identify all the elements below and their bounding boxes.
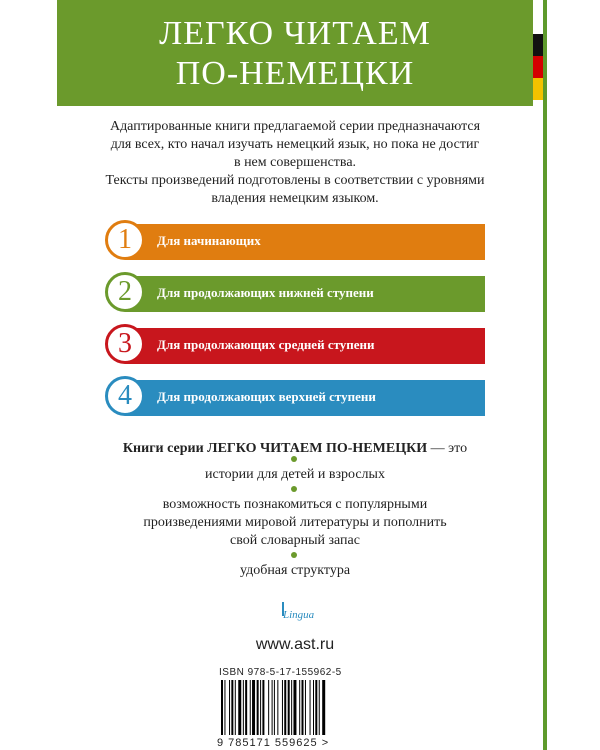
barcode-bar xyxy=(238,680,241,735)
spine-green-strip xyxy=(543,0,547,750)
barcode-bar xyxy=(322,680,325,735)
level-1 xyxy=(105,224,485,260)
barcode-bar xyxy=(252,680,255,735)
barcode-bar xyxy=(268,680,269,735)
bullet-dot xyxy=(291,456,297,462)
lingua-logo xyxy=(277,596,317,626)
level-4-bar xyxy=(125,380,485,416)
bullet-dot xyxy=(291,486,297,492)
level-4 xyxy=(105,380,485,416)
barcode-digits: 9 785171 559625 > xyxy=(217,737,330,749)
series-title-line2: ПО-НЕМЕЦКИ xyxy=(175,55,415,92)
barcode-bar xyxy=(310,680,311,735)
flag-stripe-gold xyxy=(533,78,543,100)
barcode-bar xyxy=(257,680,259,735)
level-2-label: Для продолжающих нижней ступени xyxy=(157,285,374,300)
barcode-bar xyxy=(288,680,290,735)
feature-item-1: истории для детей и взрослых xyxy=(205,467,385,482)
barcode-bar xyxy=(229,680,230,735)
features-lead: Книги серии ЛЕГКО ЧИТАЕМ ПО-НЕМЕЦКИ — это xyxy=(122,441,468,456)
barcode-bar xyxy=(302,680,304,735)
level-1-number: 1 xyxy=(105,220,145,260)
barcode-bar xyxy=(315,680,317,735)
lingua-logo-text: Lingua xyxy=(283,609,315,621)
barcode-bar xyxy=(299,680,300,735)
series-title-line1: ЛЕГКО ЧИТАЕМ xyxy=(159,15,431,52)
barcode-bar xyxy=(260,680,261,735)
barcode-bar xyxy=(293,680,296,735)
barcode-bar xyxy=(284,680,286,735)
barcode-bar xyxy=(221,680,223,735)
book-spine xyxy=(543,0,600,750)
barcode-bar xyxy=(231,680,233,735)
flag-stripe-black xyxy=(533,34,543,56)
barcode-bar xyxy=(282,680,283,735)
flag-stripe-red xyxy=(533,56,543,78)
intro-paragraph-2: Тексты произведений подготовлены в соответствии с уровнями владения немецким языком. xyxy=(105,173,485,206)
barcode-bar xyxy=(274,680,275,735)
level-4-label: Для продолжающих верхней ступени xyxy=(157,389,376,404)
level-2-number: 2 xyxy=(105,272,145,312)
barcode-bar xyxy=(243,680,244,735)
back-cover xyxy=(57,0,533,750)
level-3 xyxy=(105,328,485,364)
barcode-bar xyxy=(224,680,225,735)
isbn-text: ISBN 978-5-17-155962-5 xyxy=(219,667,342,678)
level-3-label: Для продолжающих средней ступени xyxy=(157,337,375,352)
series-header xyxy=(57,0,533,106)
level-4-number: 4 xyxy=(105,376,145,416)
barcode-bar xyxy=(235,680,236,735)
level-2 xyxy=(105,276,485,312)
barcode-bar xyxy=(245,680,247,735)
barcode-bar xyxy=(291,680,292,735)
intro-paragraph-1: Адаптированные книги предлагаемой серии предназначаются для всех, кто начал изучать немецкий язык, но пока не достиг в нем совершенства. xyxy=(109,119,481,170)
level-2-bar xyxy=(125,276,485,312)
barcode-bar xyxy=(319,680,320,735)
barcode-bar xyxy=(272,680,273,735)
website-url[interactable]: www.ast.ru xyxy=(255,636,335,653)
level-1-bar xyxy=(125,224,485,260)
barcode xyxy=(219,680,369,735)
feature-item-2: возможность познакомиться с популярными произведениями мировой литературы и пополнить свой словарный запас xyxy=(143,497,447,548)
feature-item-3: удобная структура xyxy=(239,563,351,578)
barcode-bar xyxy=(313,680,314,735)
barcode-bar xyxy=(250,680,251,735)
barcode-bar xyxy=(305,680,306,735)
level-3-bar xyxy=(125,328,485,364)
barcode-bar xyxy=(262,680,264,735)
bullet-dot xyxy=(291,552,297,558)
level-3-number: 3 xyxy=(105,324,145,364)
level-1-label: Для начинающих xyxy=(157,233,261,248)
barcode-bar xyxy=(277,680,278,735)
